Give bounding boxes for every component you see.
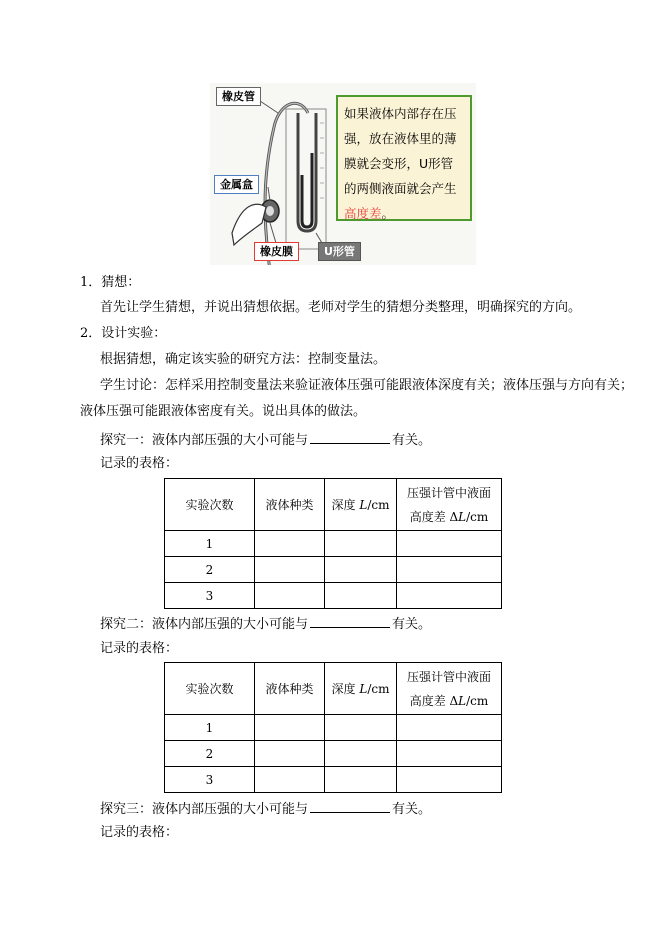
- rubber-film-label: 橡皮膜: [254, 242, 299, 261]
- exploration-1-caption: 记录的表格：: [100, 456, 179, 471]
- header-height-diff: 压强计管中液面 高度差 ΔL/cm: [397, 479, 502, 531]
- header-trial-number: 实验次数: [165, 479, 255, 531]
- exploration-3-caption: 记录的表格：: [100, 825, 179, 840]
- section-2-method: 根据猜想，确定该实验的研究方法：控制变量法。: [100, 352, 387, 367]
- explanation-note: [336, 95, 472, 221]
- section-2-discussion-cont: 液体压强可能跟液体密度有关。说出具体的做法。: [80, 404, 367, 419]
- note-highlight: 高度差: [344, 206, 382, 221]
- exploration-3: [100, 799, 431, 819]
- table-row: 3: [165, 767, 502, 793]
- exploration-3-suffix: 有关。: [392, 802, 432, 817]
- record-table-2: [164, 662, 502, 793]
- exploration-1: [100, 430, 431, 450]
- table-row: 3: [165, 583, 502, 609]
- header-liquid-type: 液体种类: [255, 479, 325, 531]
- note-text: 如果液体内部存在压强，放在液体里的薄膜就会变形，U形管的两侧液面就会产生: [344, 106, 457, 196]
- exploration-2-prefix: 探究二：液体内部压强的大小可能与: [100, 617, 309, 632]
- section-1-body: 首先让学生猜想，并说出猜想依据。老师对学生的猜想分类整理，明确探究的方向。: [100, 300, 582, 315]
- note-text-end: 。: [381, 206, 395, 221]
- header-depth: 深度 L/cm: [325, 663, 397, 715]
- exploration-1-blank[interactable]: [310, 430, 390, 444]
- header-depth: 深度 L/cm: [325, 479, 397, 531]
- exploration-2-caption: 记录的表格：: [100, 641, 179, 656]
- table-row: 1: [165, 531, 502, 557]
- u-tube-label: U形管: [318, 242, 361, 261]
- exploration-2-blank[interactable]: [310, 614, 390, 628]
- header-trial-number: 实验次数: [165, 663, 255, 715]
- header-height-diff: 压强计管中液面 高度差 ΔL/cm: [397, 663, 502, 715]
- table-header-row: [165, 479, 502, 531]
- table-header-row: [165, 663, 502, 715]
- record-table-1: [164, 478, 502, 609]
- table-row: 2: [165, 741, 502, 767]
- exploration-1-suffix: 有关。: [392, 433, 432, 448]
- exploration-3-blank[interactable]: [310, 799, 390, 813]
- section-2-title: 2．设计实验：: [80, 326, 167, 341]
- table-row: 1: [165, 715, 502, 741]
- table-row: 2: [165, 557, 502, 583]
- section-1-title: 1．猜想：: [80, 275, 141, 290]
- header-liquid-type: 液体种类: [255, 663, 325, 715]
- pressure-gauge-figure: [210, 83, 476, 265]
- rubber-tube-label: 橡皮管: [216, 87, 261, 106]
- exploration-3-prefix: 探究三：液体内部压强的大小可能与: [100, 802, 309, 817]
- exploration-1-prefix: 探究一：液体内部压强的大小可能与: [100, 433, 309, 448]
- exploration-2: [100, 614, 431, 634]
- exploration-2-suffix: 有关。: [392, 617, 432, 632]
- section-2-discussion: 学生讨论：怎样采用控制变量法来验证液体压强可能跟液体深度有关；液体压强与方向有关；: [100, 378, 634, 393]
- metal-box-label: 金属盒: [214, 175, 259, 194]
